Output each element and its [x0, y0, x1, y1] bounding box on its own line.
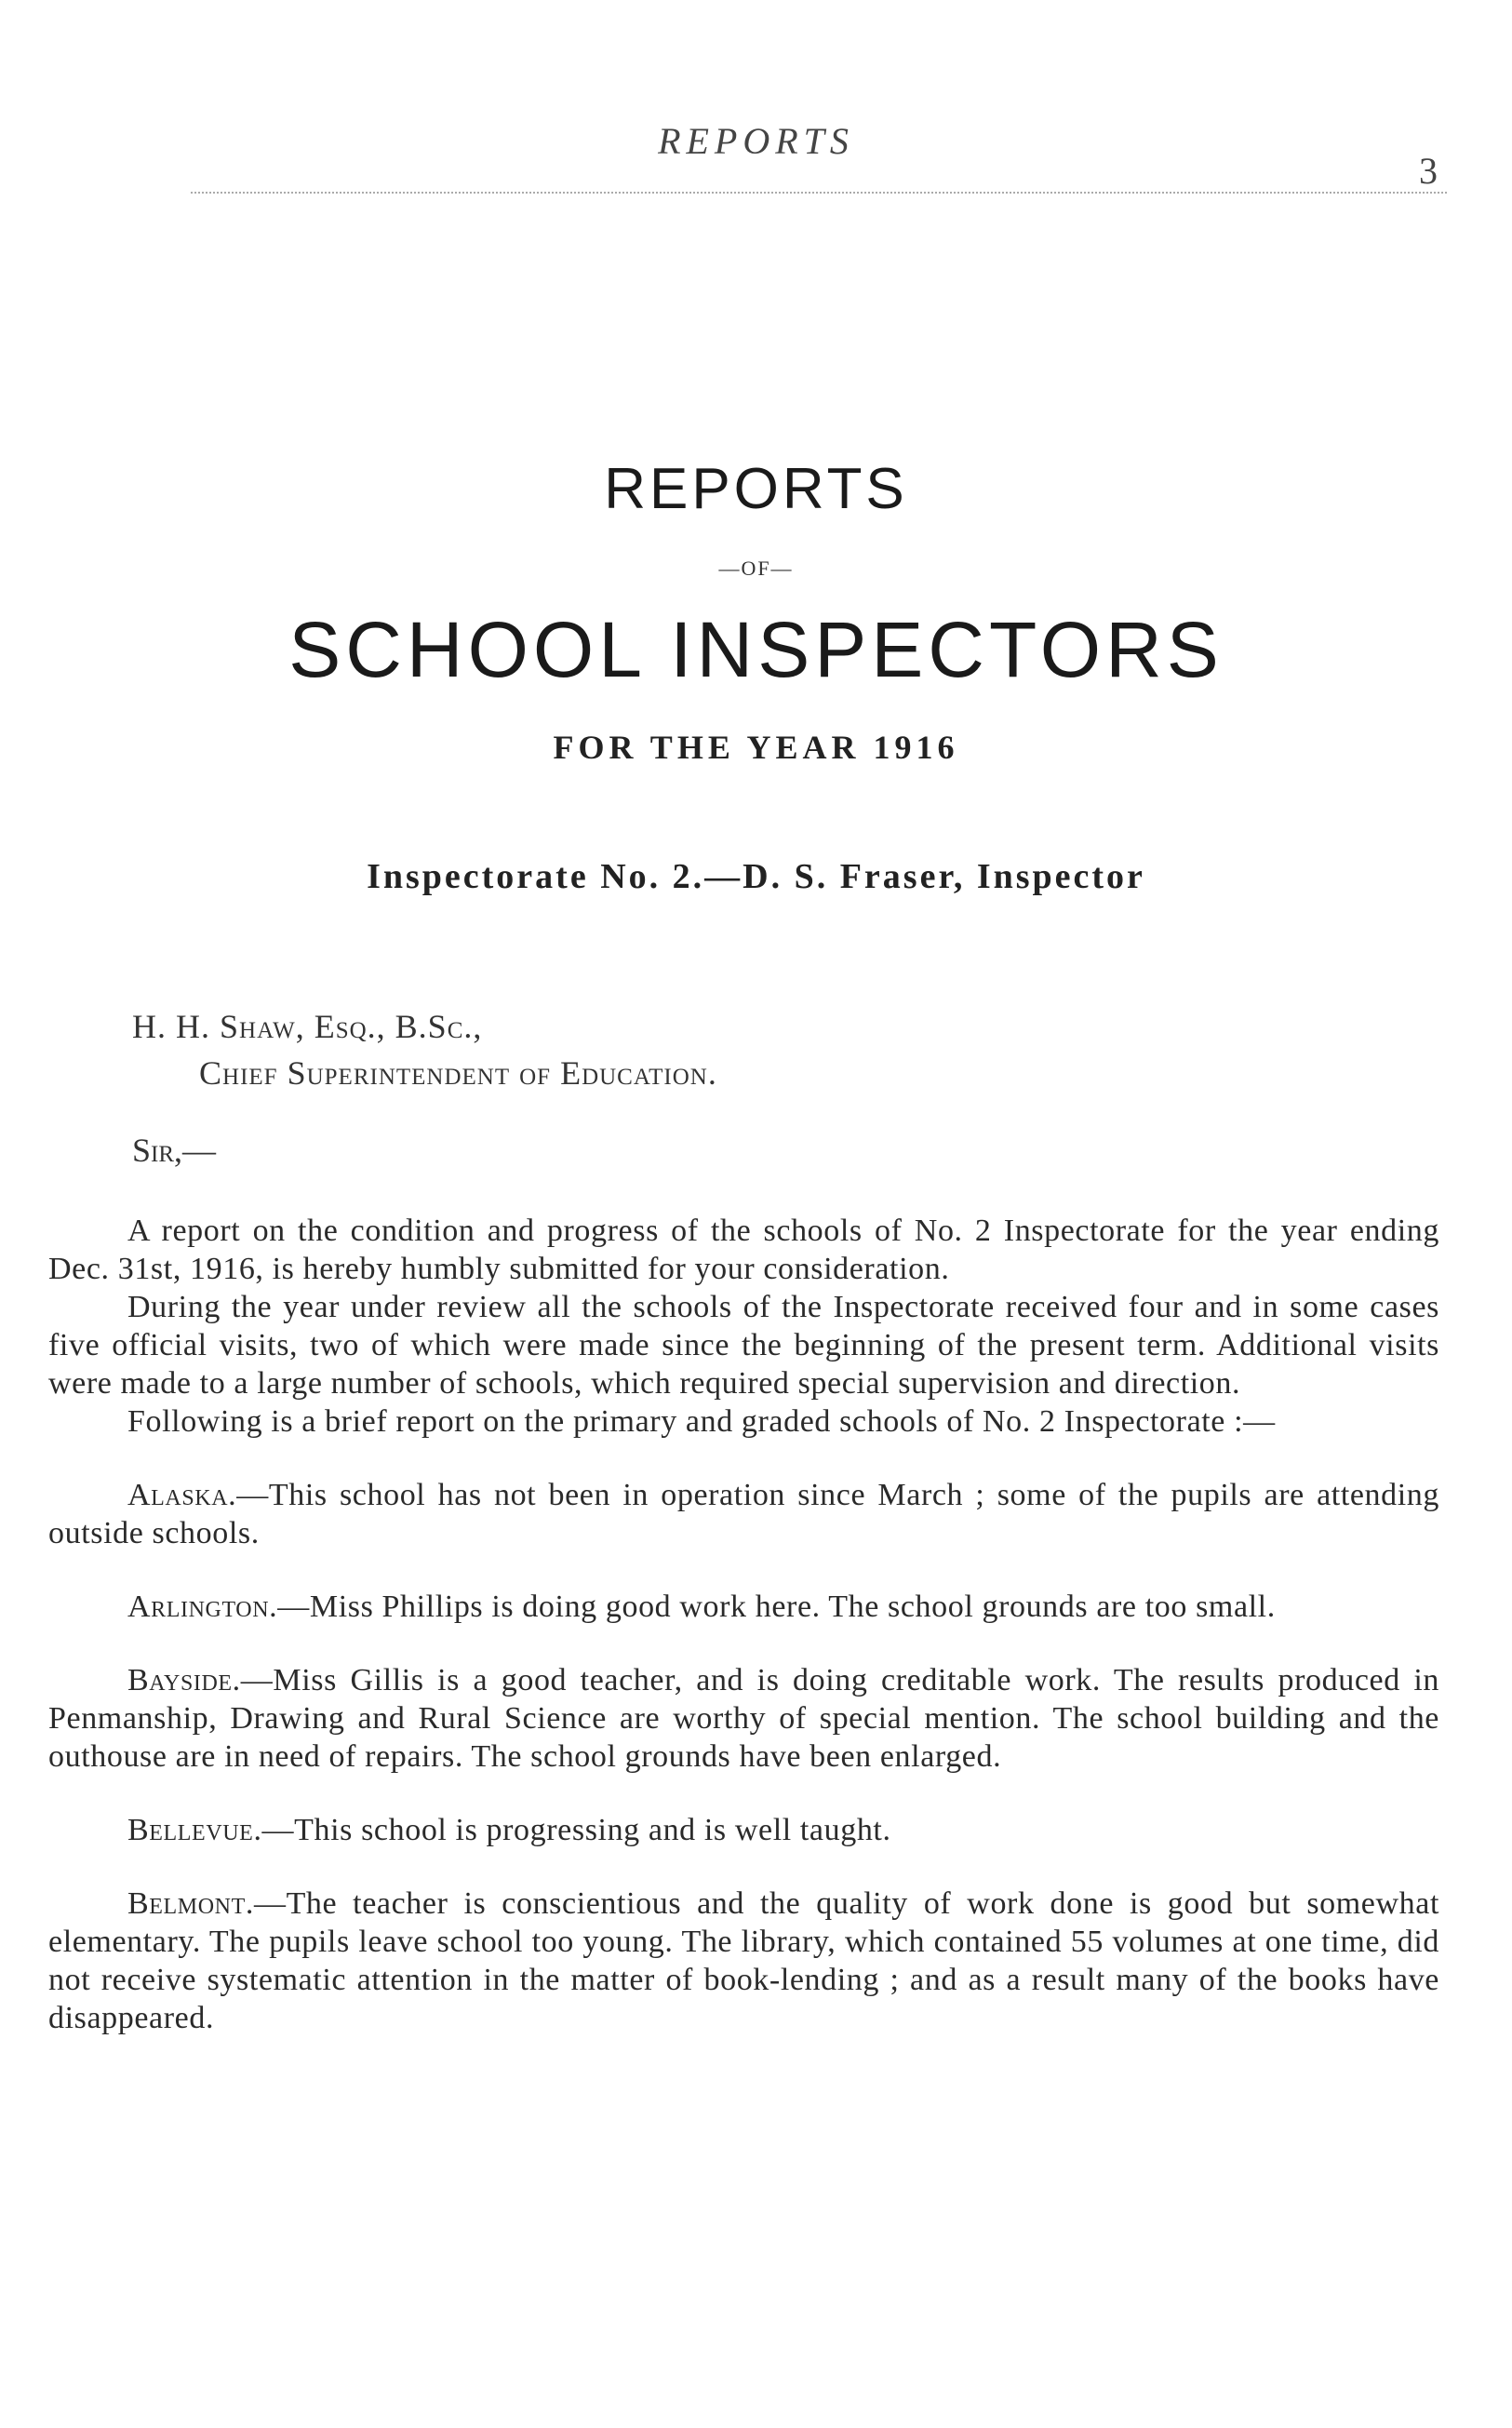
title-year: FOR THE YEAR 1916: [553, 729, 959, 766]
school-entry-bayside: [48, 1661, 1439, 1776]
report-body: [48, 1212, 1439, 2037]
school-name: Alaska.: [127, 1478, 237, 1512]
school-name: Bayside.: [127, 1663, 241, 1697]
school-name: Belmont.: [127, 1886, 254, 1921]
school-report: —This school has not been in operation since March ; some of the pupils are attending outside schools.: [48, 1478, 1439, 1550]
school-report: —The teacher is conscientious and the quality of work done is good but somewhat elementary. The pupils leave school too young. The library, which contained 55 volumes at one time, did not receive systematic attention in the matter of book-lending ; and as a result many of the books have disappeared.: [48, 1886, 1439, 2035]
header-rule: [191, 192, 1447, 194]
page-number: 3: [1419, 150, 1438, 192]
school-entry-belmont: [48, 1885, 1439, 2037]
title-reports: REPORTS: [604, 457, 908, 521]
school-name: Arlington.: [127, 1590, 278, 1624]
school-report: —Miss Gillis is a good teacher, and is doing creditable work. The results produced in Penmanship, Drawing and Rural Science are worthy of special mention. The school building and the outhouse are in need of repairs. The school grounds have been enlarged.: [48, 1663, 1439, 1774]
school-report: —This school is progressing and is well taught.: [261, 1813, 891, 1847]
paragraph: Following is a brief report on the primary and graded schools of No. 2 Inspectorate :—: [127, 1404, 1276, 1439]
addressee-office: Chief Superintendent of Education.: [199, 1054, 717, 1092]
addressee-block: [132, 1003, 717, 1096]
paragraph: A report on the condition and progress of the schools of No. 2 Inspectorate for the year ending Dec. 31st, 1916, is hereby humbly submitted for your consideration.: [48, 1214, 1439, 1286]
school-entry-arlington: [48, 1588, 1439, 1626]
running-head: REPORTS: [658, 120, 854, 162]
title-of: —OF—: [718, 557, 794, 580]
addressee-name: H. H. Shaw, Esq., B.Sc.,: [132, 1008, 483, 1045]
school-entry-bellevue: [48, 1811, 1439, 1849]
inspectorate-heading: Inspectorate No. 2.—D. S. Fraser, Inspector: [367, 857, 1145, 896]
paragraph: During the year under review all the schools of the Inspectorate received four and in some cases five official visits, two of which were made since the beginning of the present term. Additional visits were made to a large number of schools, which required special supervision and direction.: [48, 1290, 1439, 1401]
school-name: Bellevue.: [127, 1813, 262, 1847]
salutation: Sir,—: [132, 1132, 217, 1169]
school-report: —Miss Phillips is doing good work here. The school grounds are too small.: [277, 1590, 1276, 1624]
page-title: SCHOOL INSPECTORS: [288, 606, 1224, 693]
school-entry-alaska: [48, 1476, 1439, 1552]
